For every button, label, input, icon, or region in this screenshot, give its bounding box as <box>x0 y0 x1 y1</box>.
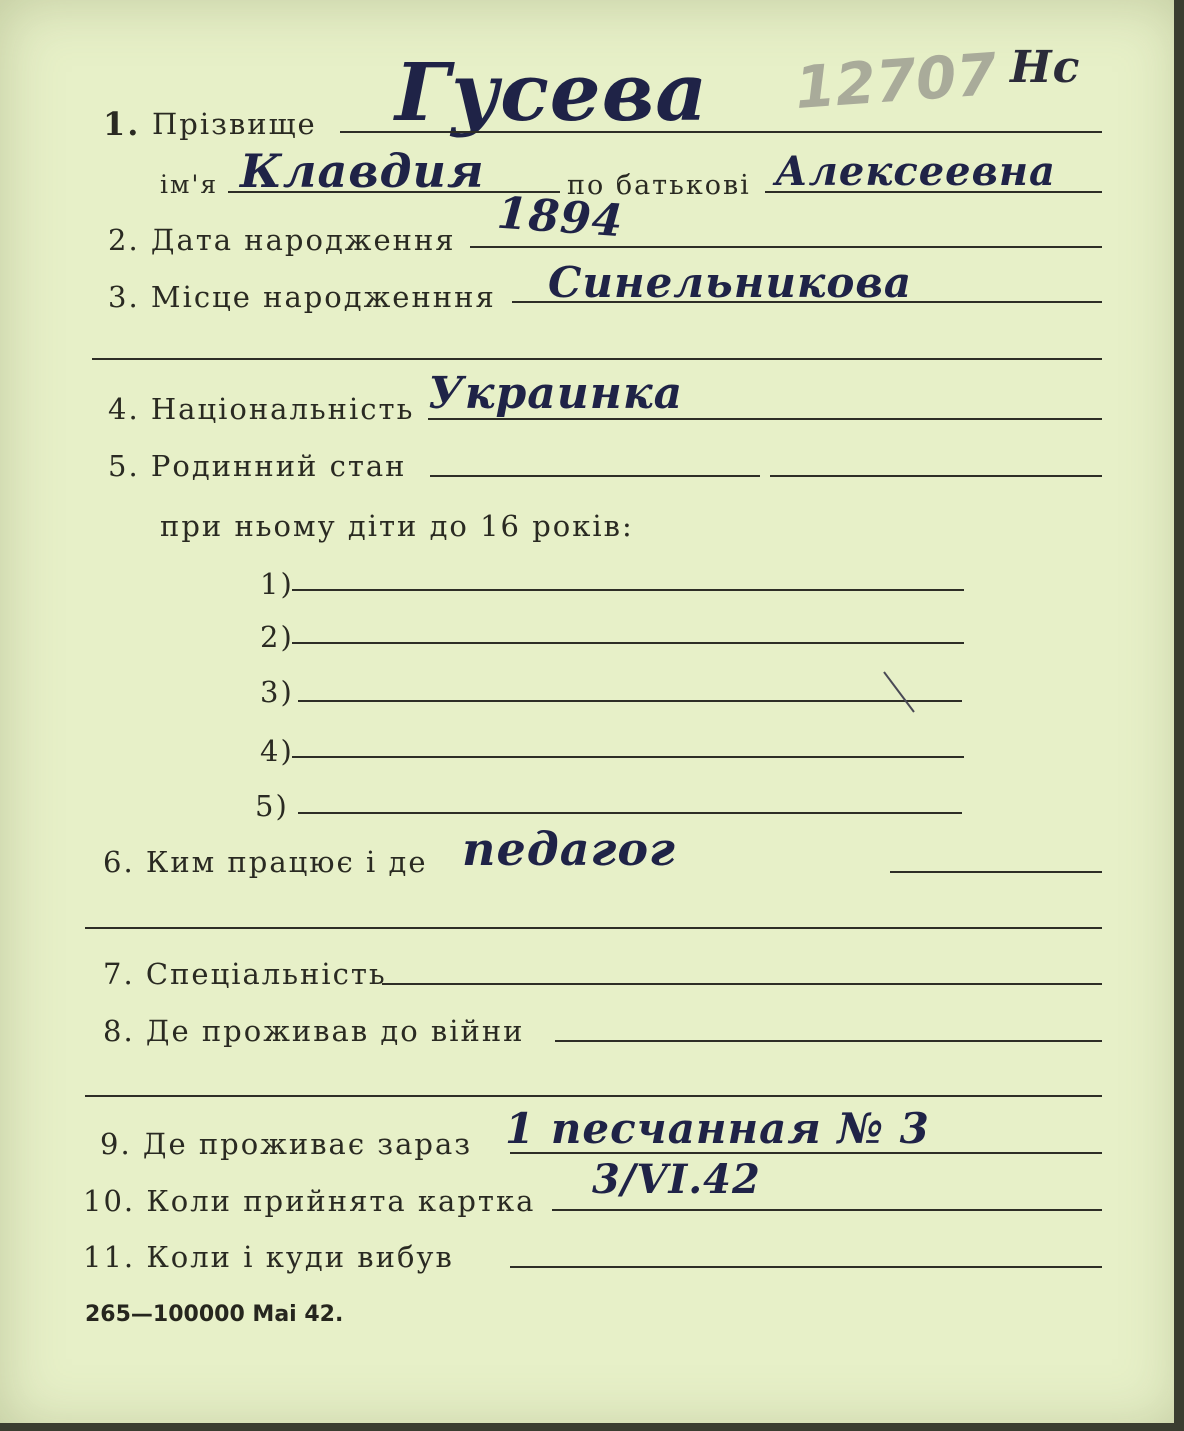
prewar-residence-line <box>555 1040 1102 1042</box>
patronymic-label: по батькові <box>567 170 751 201</box>
child-1-line <box>292 589 964 591</box>
nationality-line <box>428 418 1102 420</box>
surname-value: Гусева <box>395 45 709 139</box>
current-residence-line <box>510 1152 1102 1154</box>
field-1-label: Прізвище <box>152 107 317 141</box>
pen-mark <box>880 668 920 718</box>
child-5-line <box>298 812 962 814</box>
name-label: ім'я <box>160 170 219 199</box>
nationality-value: Украинка <box>428 368 684 419</box>
field-2-label: 2. Дата народження <box>108 223 456 257</box>
field-11-label: 11. Коли і куди вибув <box>83 1240 454 1274</box>
field-6-label: 6. Ким працює і де <box>103 845 428 879</box>
field-3-label: 3. Місце народженння <box>108 280 496 314</box>
marital-status-line <box>430 475 760 477</box>
field-8-label: 8. Де проживав до війни <box>103 1014 525 1048</box>
card-edge-right <box>1174 0 1184 1431</box>
birth-date-value: 1894 <box>495 187 626 248</box>
current-residence-value: 1 песчанная № 3 <box>505 1104 930 1153</box>
surname-line <box>340 131 1102 133</box>
field-7-label: 7. Спеціальність <box>103 957 387 991</box>
child-5-label: 5) <box>255 789 289 823</box>
field-5-label: 5. Родинний стан <box>108 449 407 483</box>
field-4-label: 4. Національність <box>108 392 415 426</box>
birth-place-line <box>512 301 1102 303</box>
children-label: при ньому діти до 16 років: <box>160 509 634 543</box>
birth-place-line-2 <box>92 358 1102 360</box>
child-2-label: 2) <box>260 620 294 654</box>
name-value: Клавдия <box>240 144 485 198</box>
field-1-number: 1. <box>103 105 141 143</box>
patronymic-value: Алексеевна <box>775 148 1056 195</box>
print-mark: 265—100000 Маі 42. <box>85 1302 344 1327</box>
child-2-line <box>292 642 964 644</box>
birth-place-value: Синельникова <box>548 258 913 307</box>
archive-number-suffix: Нс <box>1010 42 1081 93</box>
specialty-line <box>382 983 1102 985</box>
child-1-label: 1) <box>260 567 294 601</box>
birth-date-line <box>470 246 1102 248</box>
marital-status-line-2 <box>770 475 1102 477</box>
field-10-label: 10. Коли прийнята картка <box>83 1184 536 1218</box>
departure-line <box>510 1266 1102 1268</box>
archive-number: 12707 <box>792 40 999 122</box>
prewar-residence-line-2 <box>85 1095 1102 1097</box>
card-edge-bottom <box>0 1423 1184 1431</box>
child-4-label: 4) <box>260 734 294 768</box>
child-3-line <box>298 700 962 702</box>
child-3-label: 3) <box>260 675 294 709</box>
child-4-line <box>292 756 964 758</box>
card-accepted-line <box>552 1209 1102 1211</box>
field-9-label: 9. Де проживає зараз <box>100 1127 473 1161</box>
occupation-value: педагог <box>462 822 676 876</box>
occupation-line-2 <box>85 927 1102 929</box>
patronymic-line <box>765 191 1102 193</box>
occupation-line <box>890 871 1102 873</box>
card-accepted-value: 3/VI.42 <box>592 1156 761 1203</box>
